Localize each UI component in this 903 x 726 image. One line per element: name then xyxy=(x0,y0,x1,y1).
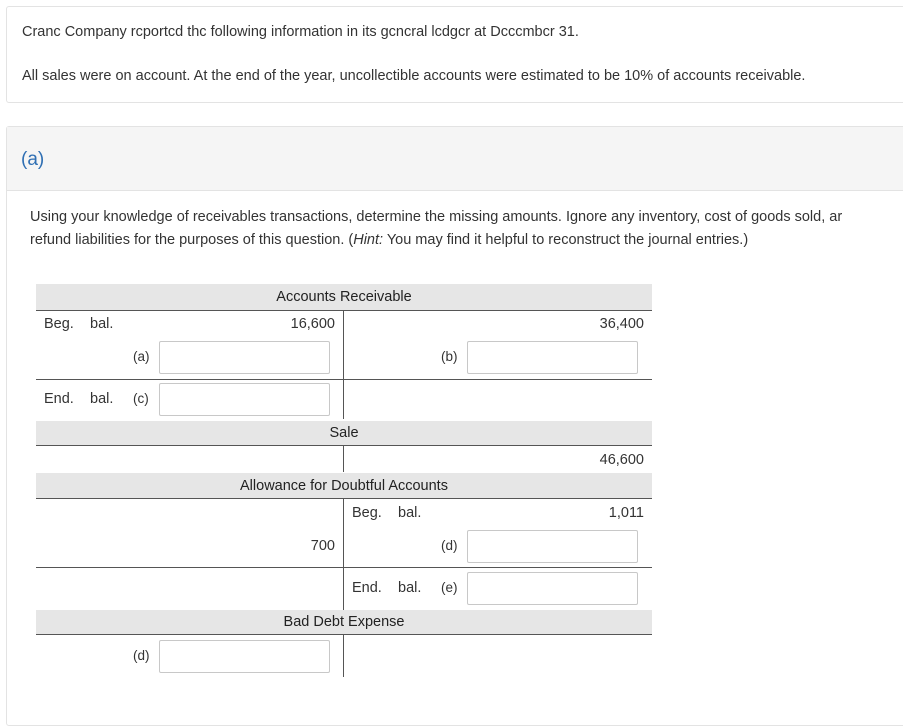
allowance-total-line xyxy=(36,567,652,568)
allowance-divider xyxy=(343,499,344,611)
part-a-header xyxy=(7,127,903,191)
ar-beg-bal-label: bal. xyxy=(90,316,114,332)
ar-c-label: (c) xyxy=(133,391,149,406)
allowance-beg-bal-label: bal. xyxy=(398,505,422,521)
bad-debt-d-label: (d) xyxy=(133,648,150,663)
instructions-line-2-end: You may find it helpful to reconstruct the journal entries.) xyxy=(383,232,749,248)
ar-end-label: End. xyxy=(44,391,74,407)
sale-divider xyxy=(343,446,344,472)
intro-panel xyxy=(6,6,903,103)
ar-input-c[interactable] xyxy=(159,383,330,416)
allowance-beg-label: Beg. xyxy=(352,505,382,521)
instructions-line-1: Using your knowledge of receivables transactions, determine the missing amounts. Ignore any inventory, cost of goods sold, ar xyxy=(30,209,843,225)
ar-credit-amount: 36,400 xyxy=(599,316,644,332)
bad-debt-divider xyxy=(343,635,344,677)
ar-input-b[interactable] xyxy=(467,341,638,374)
sale-credit-amount: 46,600 xyxy=(599,452,644,468)
accounts-receivable-title: Accounts Receivable xyxy=(36,284,652,311)
ar-total-line xyxy=(36,379,652,380)
ar-beginning-balance: 16,600 xyxy=(290,316,335,332)
allowance-end-bal-label: bal. xyxy=(398,580,422,596)
bad-debt-input-d[interactable] xyxy=(159,640,330,673)
bad-debt-expense-title: Bad Debt Expense xyxy=(36,610,652,635)
allowance-end-label: End. xyxy=(352,580,382,596)
intro-line-2: All sales were on account. At the end of the year, uncollectible accounts were estimated to be 10% of accounts receivable. xyxy=(22,68,806,84)
ar-input-a[interactable] xyxy=(159,341,330,374)
allowance-input-e[interactable] xyxy=(467,572,638,605)
allowance-e-label: (e) xyxy=(441,580,458,595)
ar-a-label: (a) xyxy=(133,349,150,364)
intro-line-1: Cranc Company rcportcd thc following information in its gcncral lcdgcr at Dcccmbcr 31. xyxy=(22,24,579,40)
allowance-title: Allowance for Doubtful Accounts xyxy=(36,473,652,499)
ar-beg-label: Beg. xyxy=(44,316,74,332)
allowance-debit-amount: 700 xyxy=(310,538,335,554)
allowance-d-label: (d) xyxy=(441,538,458,553)
allowance-input-d[interactable] xyxy=(467,530,638,563)
sale-title: Sale xyxy=(36,421,652,446)
ar-end-bal-label: bal. xyxy=(90,391,114,407)
allowance-beginning-balance: 1,011 xyxy=(608,505,644,521)
hint-label: Hint: xyxy=(353,232,384,248)
instructions-line-2-start: refund liabilities for the purposes of this question. ( xyxy=(30,232,354,248)
ar-b-label: (b) xyxy=(441,349,458,364)
part-a-label: (a) xyxy=(21,149,45,170)
accounts-receivable-divider xyxy=(343,311,344,419)
instructions-line-2 xyxy=(30,232,748,248)
